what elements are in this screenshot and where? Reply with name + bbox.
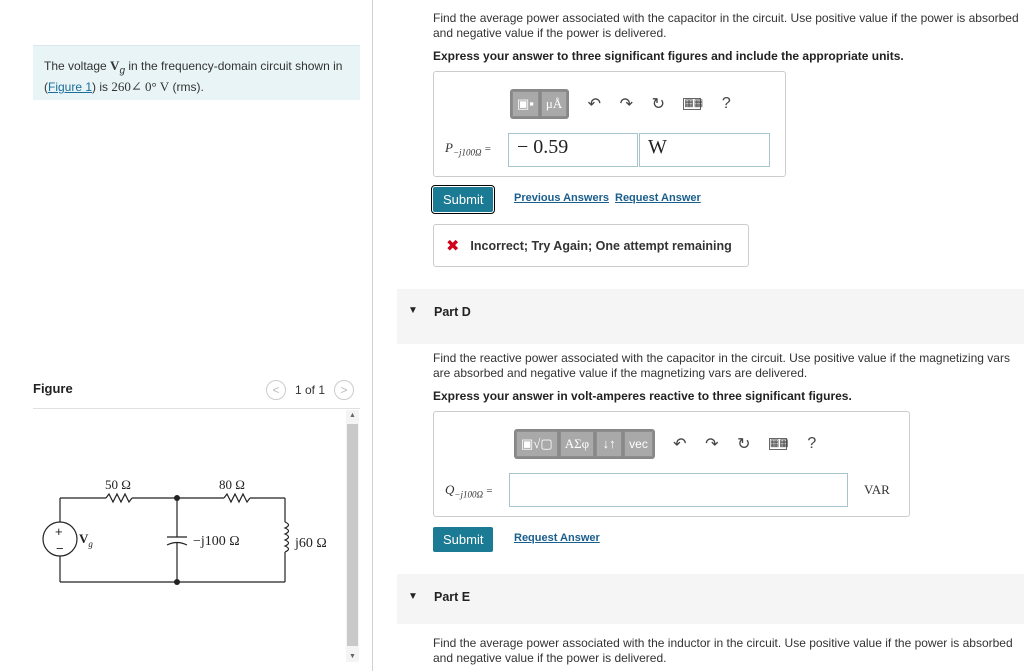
- greek-button[interactable]: ΑΣφ: [560, 431, 594, 457]
- svg-text:+: +: [55, 524, 63, 539]
- voltage-var: V: [110, 58, 120, 73]
- partD-request-answer-link[interactable]: Request Answer: [514, 532, 600, 544]
- previous-answers-link[interactable]: Previous Answers: [514, 192, 609, 204]
- partD-variable: $Q_{-j100\Omega}$ =: [445, 482, 493, 500]
- pane-divider: [372, 0, 373, 671]
- figure-pager: [266, 380, 354, 400]
- partC-value-input[interactable]: − 0.59: [508, 133, 638, 167]
- partC-variable: $P_{-j100\Omega}$ =: [445, 140, 492, 158]
- partE-question: Find the average power associated with the inductor in the circuit. Use positive value if the power is absorbed and negative value if the power is delivered.: [433, 636, 1013, 665]
- circuit-diagram: [33, 412, 345, 662]
- chevron-left-icon: <: [272, 383, 280, 397]
- partD-submit-button[interactable]: Submit: [433, 527, 493, 552]
- undo-icon[interactable]: ↶: [673, 436, 687, 453]
- caret-down-icon: ▼: [408, 591, 418, 602]
- svg-text:−: −: [56, 541, 64, 556]
- partD-unit: VAR: [864, 482, 890, 497]
- arrows-button[interactable]: ↓↑: [596, 431, 622, 457]
- partD-toolbar: [514, 429, 819, 459]
- partC-unit-input[interactable]: W: [639, 133, 770, 167]
- figure-header: [33, 379, 360, 409]
- keyboard-icon[interactable]: ▦▦: [769, 438, 789, 449]
- scroll-up-icon[interactable]: ▲: [349, 412, 356, 419]
- figure-link[interactable]: Figure 1: [48, 80, 93, 95]
- partD-value-input[interactable]: [509, 473, 848, 507]
- help-button[interactable]: ?: [807, 435, 817, 452]
- partD-header[interactable]: ▼ Part D: [397, 289, 1024, 344]
- partD-template-group: [514, 429, 655, 459]
- units-button[interactable]: μÅ: [541, 91, 567, 117]
- undo-icon[interactable]: ↶: [587, 96, 601, 113]
- node-top: [174, 495, 180, 501]
- incorrect-icon: ✖: [446, 237, 460, 255]
- vec-button[interactable]: vec: [624, 431, 653, 457]
- templates-icon: ▣▪: [517, 96, 534, 111]
- problem-intro: The voltage $V_g$ in the frequency-domain circuit shown in (Figure 1) is 260∠ 0° V (rms).: [33, 45, 360, 100]
- prev-figure-button[interactable]: [266, 380, 286, 400]
- inductor-label: j60 Ω: [295, 536, 327, 551]
- resistor-50-label: 50 Ω: [105, 477, 131, 492]
- partD-instruction: Express your answer in volt-amperes reactive to three significant figures.: [433, 389, 852, 403]
- figure-title: Figure: [33, 381, 73, 396]
- sqrt-template-icon: ▣√▢: [521, 436, 553, 451]
- reset-icon[interactable]: ↻: [651, 96, 665, 113]
- templates-button[interactable]: [512, 91, 539, 117]
- redo-icon[interactable]: ↷: [705, 436, 719, 453]
- resistor-80-label: 80 Ω: [219, 477, 245, 492]
- templates-button[interactable]: [516, 431, 558, 457]
- partD-answer-box: [433, 411, 910, 517]
- partC-instruction: Express your answer to three significant figures and include the appropriate units.: [433, 49, 904, 63]
- reset-icon[interactable]: ↻: [737, 436, 751, 453]
- partC-toolbar: [510, 89, 733, 119]
- capacitor-label: −j100 Ω: [193, 534, 240, 549]
- partC-submit-button[interactable]: Submit: [433, 187, 493, 212]
- node-bottom: [174, 579, 180, 585]
- partC-template-group: [510, 89, 569, 119]
- partC-feedback: ✖ Incorrect; Try Again; One attempt remaining: [433, 224, 749, 267]
- voltage-value: 260∠ 0° V: [111, 79, 170, 95]
- chevron-right-icon: >: [340, 383, 348, 397]
- next-figure-button[interactable]: [334, 380, 354, 400]
- figure-scrollbar[interactable]: [346, 410, 359, 662]
- scroll-thumb[interactable]: [347, 424, 358, 646]
- figure-page-count: 1 of 1: [295, 383, 326, 397]
- keyboard-icon[interactable]: ▦▦: [684, 98, 704, 109]
- partC-request-answer-link[interactable]: Request Answer: [615, 192, 701, 204]
- source-label: $V_g$: [79, 531, 93, 549]
- redo-icon[interactable]: ↷: [619, 96, 633, 113]
- scroll-down-icon[interactable]: ▼: [349, 653, 356, 660]
- caret-down-icon: ▼: [408, 305, 418, 316]
- partC-question: Find the average power associated with the capacitor in the circuit. Use positive value if the power is absorbed and negative value if the power is delivered.: [433, 11, 1019, 40]
- partE-header[interactable]: ▼ Part E: [397, 574, 1024, 624]
- partC-answer-box: [433, 71, 786, 177]
- partD-question: Find the reactive power associated with the capacitor in the circuit. Use positive value if the magnetizing vars are absorbed and negative value if the magnetizing vars are delivered.: [433, 351, 1010, 380]
- help-button[interactable]: ?: [721, 95, 731, 112]
